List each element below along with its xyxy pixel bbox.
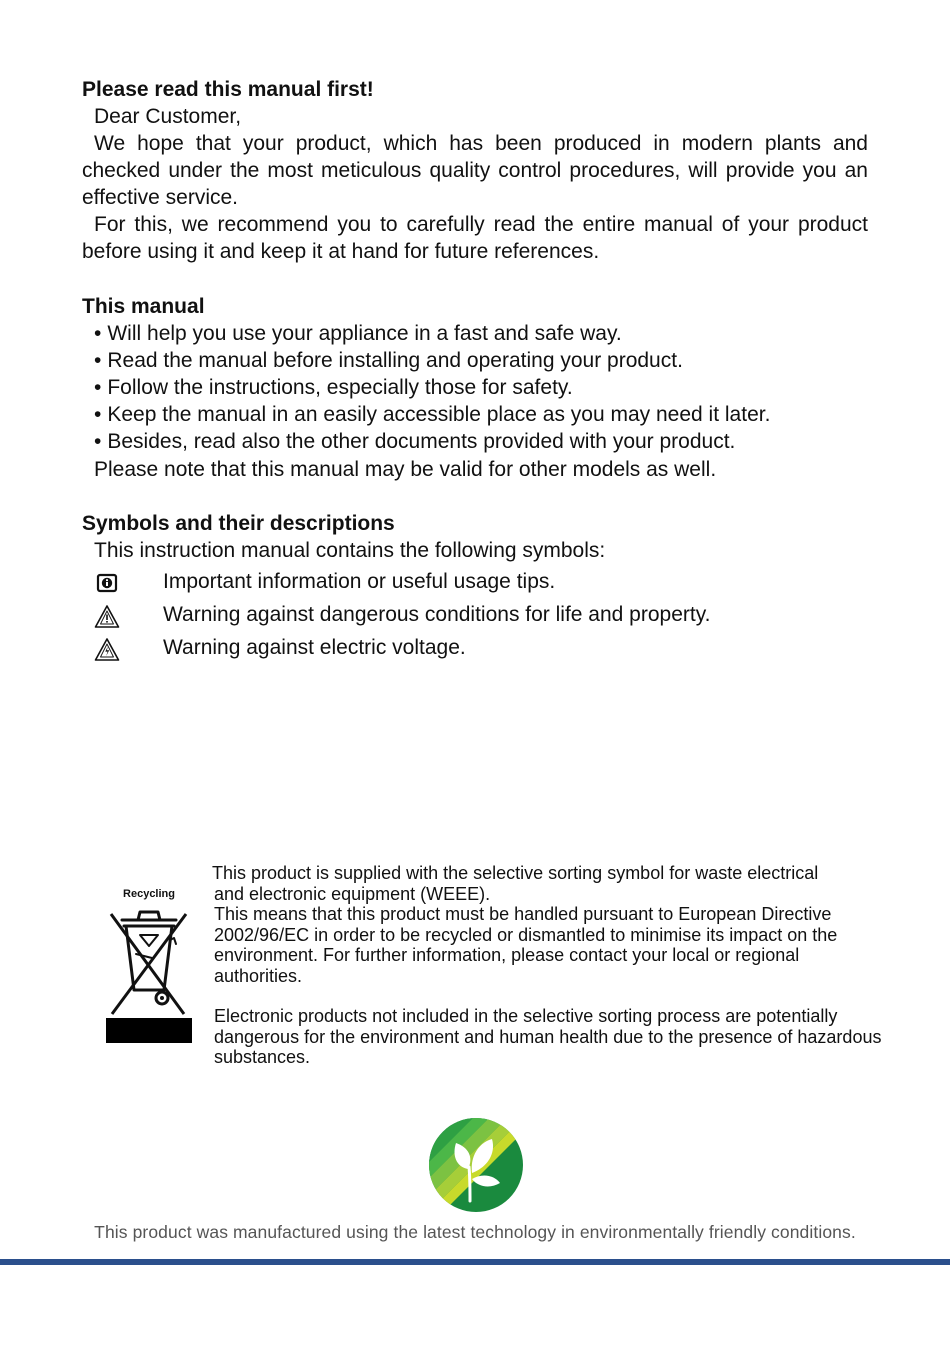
weee-paragraph-2: This means that this product must be handled pursuant to European Directive 2002/96/EC in order to be recycled or dismantled to minimise its impact on the environment. For further information, please contact your local or regional authorities. <box>214 904 838 986</box>
recycling-label: Recycling <box>123 888 175 900</box>
weee-paragraph-1 <box>212 863 892 904</box>
list-item: • Keep the manual in an easily accessible place as you may need it later. <box>94 401 770 428</box>
symbols-heading: Symbols and their descriptions <box>82 512 395 535</box>
warning-icon <box>94 604 120 630</box>
weee-line-2: and electronic equipment (WEEE). <box>214 883 491 904</box>
leaf-icon <box>428 1117 524 1213</box>
weee-paragraph-3: Electronic products not included in the selective sorting process are potentially dangerous for the environment and human health due to the presence of hazardous substances. <box>214 1006 882 1067</box>
footer-bar <box>0 1259 950 1265</box>
weee-logo <box>104 886 194 1048</box>
footer-eco-text: This product was manufactured using the latest technology in environmentally friendly conditions. <box>94 1222 856 1242</box>
symbols-intro: This instruction manual contains the following symbols: <box>94 539 606 562</box>
validity-note: Please note that this manual may be valid for other models as well. <box>94 458 717 481</box>
intro-paragraph-1: We hope that your product, which has been produced in modern plants and checked under the most meticulous quality control procedures, will provide you an effective service. <box>82 132 868 209</box>
intro-section <box>82 103 868 265</box>
electric-warning-icon <box>94 637 120 663</box>
crossed-bin-icon <box>106 898 192 1016</box>
symbol-electric-text: Warning against electric voltage. <box>163 636 466 659</box>
weee-line-1: This product is supplied with the selective sorting symbol for waste electrical <box>212 863 819 883</box>
weee-black-bar <box>106 1018 192 1043</box>
greeting: Dear Customer, <box>94 105 242 128</box>
list-item: • Follow the instructions, especially those for safety. <box>94 374 770 401</box>
list-item: • Besides, read also the other documents provided with your product. <box>94 428 770 455</box>
page-title: Please read this manual first! <box>82 78 374 101</box>
list-item: • Will help you use your appliance in a fast and safe way. <box>94 320 770 347</box>
this-manual-heading: This manual <box>82 295 205 318</box>
intro-paragraph-2: For this, we recommend you to carefully read the entire manual of your product before using it and keep it at hand for future references. <box>82 213 868 263</box>
list-item: • Read the manual before installing and operating your product. <box>94 347 770 374</box>
symbol-warning-text: Warning against dangerous conditions for life and property. <box>163 603 711 626</box>
manual-bullet-list <box>94 320 770 455</box>
info-icon <box>94 571 120 597</box>
symbol-info-text: Important information or useful usage tips. <box>163 570 556 593</box>
